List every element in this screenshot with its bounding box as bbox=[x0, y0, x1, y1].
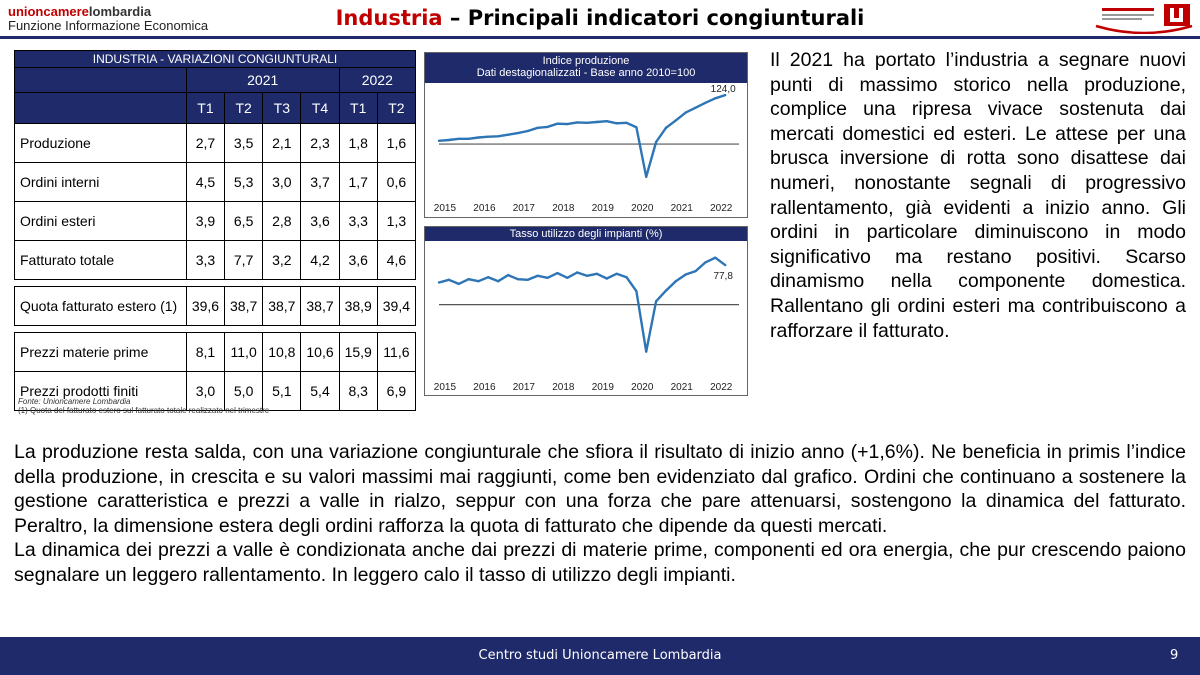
page-number: 9 bbox=[1170, 648, 1179, 663]
data-point bbox=[497, 135, 499, 137]
table-cell: 8,1 bbox=[186, 333, 224, 372]
data-point bbox=[497, 280, 499, 282]
x-tick-label: 2020 bbox=[631, 382, 654, 393]
right-commentary: Il 2021 ha portato l’industria a segnare nuovi punti di massimo storico nella produzione, complice una ripresa vivace sostenuta dai mercati domestici ed esteri. Le attese per una brusca inversione di rotta sono disattese dai numeri, nonostante segnali di progressivo rallentamento, già evidenti a inizio anno. Gli ordini in particolare diminuiscono in modo significativo ma restano positivi. Scarso dinamismo nella componente domestica. Rallentano gli ordini esteri ma contribuiscono a rafforzare il fatturato. bbox=[770, 49, 1186, 342]
bottom-commentary bbox=[14, 440, 1186, 587]
row-label: Prezzi materie prime bbox=[15, 333, 187, 372]
production-chart-subtitle: Dati destagionalizzati - Base anno 2010=100 bbox=[476, 67, 696, 79]
utilization-chart bbox=[424, 226, 748, 396]
indicators-table-container bbox=[14, 50, 416, 411]
x-tick-label: 2022 bbox=[710, 203, 733, 214]
table-cell: 1,7 bbox=[339, 163, 377, 202]
x-tick-label: 2016 bbox=[473, 382, 496, 393]
data-point bbox=[615, 122, 617, 124]
data-point bbox=[507, 134, 509, 136]
end-value-label: 124,0 bbox=[710, 84, 736, 96]
row-label: Quota fatturato estero (1) bbox=[15, 287, 187, 326]
data-point bbox=[517, 278, 519, 280]
footer-title: Centro studi Unioncamere Lombardia bbox=[478, 648, 722, 663]
x-tick-label: 2019 bbox=[591, 203, 614, 214]
data-point bbox=[586, 275, 588, 277]
table-cell: 1,6 bbox=[377, 124, 415, 163]
data-point bbox=[487, 276, 489, 278]
indicators-table bbox=[14, 50, 416, 411]
table-cell: 5,1 bbox=[263, 372, 301, 411]
data-point bbox=[566, 123, 568, 125]
x-tick-label: 2017 bbox=[512, 382, 535, 393]
row-label: Ordini esteri bbox=[15, 202, 187, 241]
unioncamere-logo-icon bbox=[1092, 2, 1196, 34]
table-body bbox=[15, 124, 416, 411]
x-tick-label: 2020 bbox=[631, 203, 654, 214]
data-point bbox=[566, 277, 568, 279]
year-header-2022: 2022 bbox=[339, 68, 415, 93]
table-cell: 38,9 bbox=[339, 287, 377, 326]
plot-background bbox=[425, 83, 747, 217]
data-point bbox=[576, 271, 578, 273]
table-cell: 2,3 bbox=[301, 124, 339, 163]
data-point bbox=[517, 132, 519, 134]
footer-bar bbox=[0, 637, 1200, 675]
data-point bbox=[458, 283, 460, 285]
data-point bbox=[655, 300, 657, 302]
table-cell: 4,2 bbox=[301, 241, 339, 280]
table-footnote: (1) Quota del fatturato estero sul fatturato totale realizzato nel trimestre bbox=[18, 406, 270, 415]
quarter-header: T1 bbox=[339, 93, 377, 124]
table-cell: 5,4 bbox=[301, 372, 339, 411]
quarter-header: T1 bbox=[186, 93, 224, 124]
table-cell: 10,6 bbox=[301, 333, 339, 372]
production-chart-title-line1: Indice produzione bbox=[542, 55, 630, 67]
x-tick-label: 2021 bbox=[670, 203, 693, 214]
quarter-header: T2 bbox=[377, 93, 415, 124]
data-point bbox=[685, 273, 687, 275]
x-tick-label: 2019 bbox=[591, 382, 614, 393]
data-point bbox=[477, 280, 479, 282]
year-header-2021: 2021 bbox=[186, 68, 339, 93]
header-divider bbox=[0, 36, 1200, 39]
x-tick-label: 2015 bbox=[433, 203, 457, 214]
table-cell: 39,4 bbox=[377, 287, 415, 326]
table-cell: 39,6 bbox=[186, 287, 224, 326]
table-cell: 5,0 bbox=[225, 372, 263, 411]
row-label: Fatturato totale bbox=[15, 241, 187, 280]
data-point bbox=[438, 140, 440, 142]
data-point bbox=[724, 264, 726, 266]
data-point bbox=[685, 111, 687, 113]
data-point bbox=[606, 120, 608, 122]
data-point bbox=[537, 275, 539, 277]
table-group-gap bbox=[15, 280, 416, 287]
data-point bbox=[615, 273, 617, 275]
page-title: Industria – Principali indicatori congiunturali bbox=[335, 6, 865, 30]
table-cell: 4,5 bbox=[186, 163, 224, 202]
table-cell: 11,0 bbox=[225, 333, 263, 372]
data-point bbox=[625, 276, 627, 278]
data-point bbox=[586, 122, 588, 124]
table-cell: 7,7 bbox=[225, 241, 263, 280]
table-corner bbox=[15, 68, 187, 93]
end-value-label: 77,8 bbox=[713, 271, 733, 283]
table-cell: 3,5 bbox=[225, 124, 263, 163]
row-label: Produzione bbox=[15, 124, 187, 163]
table-row bbox=[15, 241, 416, 280]
data-point bbox=[556, 272, 558, 274]
table-cell: 2,7 bbox=[186, 124, 224, 163]
brand-subtitle: Funzione Informazione Economica bbox=[8, 18, 209, 33]
table-cell: 11,6 bbox=[377, 333, 415, 372]
table-cell: 8,3 bbox=[339, 372, 377, 411]
data-point bbox=[448, 279, 450, 281]
row-label: Prezzi prodotti finiti bbox=[15, 372, 187, 411]
table-cell: 5,3 bbox=[225, 163, 263, 202]
table-row bbox=[15, 124, 416, 163]
table-cell: 38,7 bbox=[263, 287, 301, 326]
table-cell: 3,6 bbox=[301, 202, 339, 241]
data-point bbox=[576, 121, 578, 123]
data-point bbox=[546, 277, 548, 279]
row-label: Ordini interni bbox=[15, 163, 187, 202]
table-row bbox=[15, 287, 416, 326]
table-cell: 0,6 bbox=[377, 163, 415, 202]
table-source-note: Fonte: Unioncamere Lombardia bbox=[18, 397, 131, 406]
brand-logo-text: unioncamerelombardia bbox=[8, 4, 152, 19]
x-tick-label: 2022 bbox=[710, 382, 733, 393]
table-cell: 10,8 bbox=[263, 333, 301, 372]
table-cell: 4,6 bbox=[377, 241, 415, 280]
table-corner bbox=[15, 93, 187, 124]
data-point bbox=[704, 102, 706, 104]
production-chart-title bbox=[425, 53, 747, 83]
x-tick-label: 2021 bbox=[670, 382, 693, 393]
table-row bbox=[15, 202, 416, 241]
data-point bbox=[537, 127, 539, 129]
data-point bbox=[448, 139, 450, 141]
data-point bbox=[694, 107, 696, 109]
data-point bbox=[596, 273, 598, 275]
table-cell: 3,6 bbox=[339, 241, 377, 280]
table-cell: 3,0 bbox=[186, 372, 224, 411]
table-cell: 1,8 bbox=[339, 124, 377, 163]
table-cell: 3,3 bbox=[339, 202, 377, 241]
data-point bbox=[714, 97, 716, 99]
table-cell: 38,7 bbox=[301, 287, 339, 326]
table-title: INDUSTRIA - VARIAZIONI CONGIUNTURALI bbox=[15, 51, 416, 68]
utilization-chart-plot bbox=[425, 241, 747, 395]
table-cell: 6,5 bbox=[225, 202, 263, 241]
data-point bbox=[645, 350, 647, 352]
data-point bbox=[704, 261, 706, 263]
table-cell: 2,1 bbox=[263, 124, 301, 163]
x-tick-label: 2018 bbox=[552, 382, 575, 393]
x-tick-label: 2015 bbox=[433, 382, 457, 393]
table-cell: 1,3 bbox=[377, 202, 415, 241]
production-chart-plot bbox=[425, 83, 747, 217]
bottom-paragraph-1: La produzione resta salda, con una variazione congiunturale che sfiora il risultato di inizio anno (+1,6%). Ne beneficia in primis l’indice della produzione, in crescita e su valori massimi mai raggiunti, come ben evidenziato dal grafico. Ordini che continuano a sostenere la gestione caratteristica e prezzi a valle in rialzo, seppur con una forza che pare attenuarsi, sostengono la dinamica del fatturato. Peraltro, la dimensione estera degli ordini rafforza la quota di fatturato che dipende da questi mercati. bbox=[14, 441, 1186, 537]
quarter-header: T3 bbox=[263, 93, 301, 124]
table-cell: 6,9 bbox=[377, 372, 415, 411]
data-point bbox=[714, 257, 716, 259]
data-point bbox=[527, 279, 529, 281]
data-point bbox=[507, 274, 509, 276]
data-point bbox=[477, 136, 479, 138]
data-point bbox=[527, 130, 529, 132]
data-point bbox=[675, 119, 677, 121]
data-point bbox=[625, 122, 627, 124]
x-tick-label: 2018 bbox=[552, 203, 575, 214]
table-cell: 15,9 bbox=[339, 333, 377, 372]
data-point bbox=[487, 136, 489, 138]
table-cell: 3,3 bbox=[186, 241, 224, 280]
table-row bbox=[15, 333, 416, 372]
x-tick-label: 2016 bbox=[473, 203, 496, 214]
table-cell: 3,0 bbox=[263, 163, 301, 202]
data-point bbox=[655, 141, 657, 143]
data-point bbox=[438, 281, 440, 283]
bottom-paragraph-2: La dinamica dei prezzi a valle è condizionata anche dai prezzi di materie prime, componenti ed ora energia, che pur crescendo paiono segnalare un leggero rallentamento. In leggero calo il tasso di utilizzo degli impianti. bbox=[14, 539, 1186, 586]
data-point bbox=[635, 126, 637, 128]
table-group-gap bbox=[15, 326, 416, 333]
quarter-header: T4 bbox=[301, 93, 339, 124]
data-point bbox=[458, 138, 460, 140]
data-point bbox=[556, 123, 558, 125]
data-point bbox=[596, 121, 598, 123]
plot-background bbox=[425, 241, 747, 395]
data-point bbox=[645, 176, 647, 178]
table-cell: 3,2 bbox=[263, 241, 301, 280]
data-point bbox=[675, 280, 677, 282]
table-cell: 3,9 bbox=[186, 202, 224, 241]
table-cell: 3,7 bbox=[301, 163, 339, 202]
data-point bbox=[467, 278, 469, 280]
data-point bbox=[546, 126, 548, 128]
data-point bbox=[694, 270, 696, 272]
data-point bbox=[665, 127, 667, 129]
data-point bbox=[606, 277, 608, 279]
data-point bbox=[635, 290, 637, 292]
quarter-header: T2 bbox=[225, 93, 263, 124]
data-point bbox=[665, 289, 667, 291]
utilization-chart-title: Tasso utilizzo degli impianti (%) bbox=[425, 227, 747, 241]
data-point bbox=[467, 138, 469, 140]
table-cell: 38,7 bbox=[225, 287, 263, 326]
table-cell: 2,8 bbox=[263, 202, 301, 241]
x-tick-label: 2017 bbox=[512, 203, 535, 214]
production-chart bbox=[424, 52, 748, 218]
table-row bbox=[15, 163, 416, 202]
